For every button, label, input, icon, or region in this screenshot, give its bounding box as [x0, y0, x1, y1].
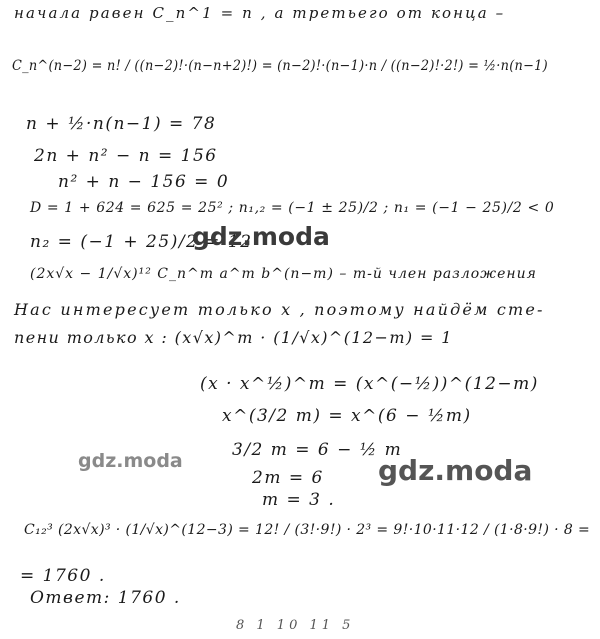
line-11: (x · x^½)^m = (x^(−½))^(12−m) [200, 374, 539, 394]
line-15: m = 3 . [262, 490, 336, 510]
line-3: n + ½·n(n−1) = 78 [26, 114, 217, 134]
line-19-partial: 8 1 10 11 5 [236, 618, 355, 633]
line-12: x^(3/2 m) = x^(6 − ½m) [222, 406, 472, 426]
line-2: C_n^(n−2) = n! / ((n−2)!·(n−n+2)!) = (n−2)!·(n−1)·n / ((n−2)!·2!) = ½·n(n−1) [12, 58, 548, 74]
line-17: = 1760 . [20, 566, 106, 586]
watermark-top: gdz.moda [192, 222, 330, 251]
line-6: D = 1 + 624 = 625 = 25² ; n₁,₂ = (−1 ± 25)/2 ; n₁ = (−1 − 25)/2 < 0 [30, 200, 555, 216]
line-10: пени только x : (x√x)^m · (1/√x)^(12−m) = 1 [14, 328, 453, 347]
line-18: Ответ: 1760 . [30, 588, 181, 608]
watermark-left: gdz.moda [78, 450, 183, 472]
line-4: 2n + n² − n = 156 [34, 146, 218, 166]
line-13: 3/2 m = 6 − ½ m [232, 440, 403, 460]
line-8: (2x√x − 1/√x)¹² C_n^m a^m b^(n−m) – m-й член разложения [30, 266, 537, 282]
watermark-right: gdz.moda [378, 454, 533, 487]
line-16: C₁₂³ (2x√x)³ · (1/√x)^(12−3) = 12! / (3!·9!) · 2³ = 9!·10·11·12 / (1·8·9!) · 8 = [24, 522, 591, 538]
line-5: n² + n − 156 = 0 [58, 172, 230, 192]
line-1: начала равен C_n^1 = n , а третьего от конца – [14, 4, 506, 22]
line-7: n₂ = (−1 + 25)/2 = 12 [30, 232, 253, 252]
line-9: Нас интересует только x , поэтому найдём сте- [14, 300, 545, 319]
line-14: 2m = 6 [252, 468, 324, 488]
